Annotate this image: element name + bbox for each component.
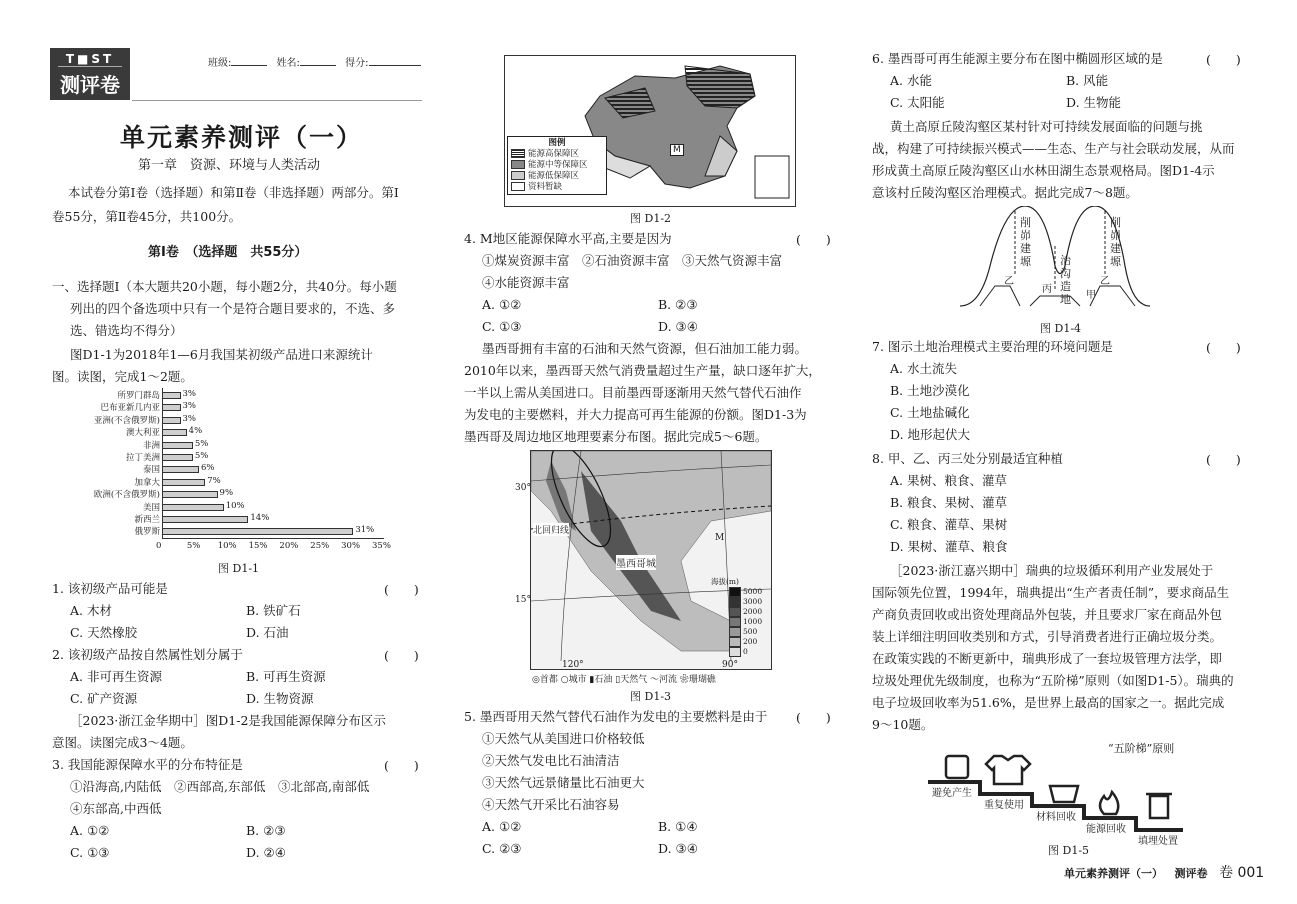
stem9-line-2: 国际领先位置，1994年，瑞典提出“生产者责任制”，要求商品生 <box>872 585 1230 600</box>
step-5: 填埋处置 <box>1138 836 1178 847</box>
q1-stem: 1. 该初级产品可能是 <box>52 581 168 596</box>
logo-top: T■ST <box>58 52 122 67</box>
q7-option-a[interactable]: A. 水土流失 <box>890 361 957 376</box>
stem5-line-1: 墨西哥拥有丰富的石油和天然气资源，但石油加工能力弱。 <box>482 341 808 356</box>
x-tick-label: 15% <box>248 541 268 551</box>
stem9-line-7: 电子垃圾回收率为51.6%，是世界上最高的国家之一。据此完成 <box>872 695 1225 710</box>
q3-choices-2: ④东部高,中西低 <box>70 801 162 816</box>
q5-option-b[interactable]: B. ①④ <box>658 819 698 834</box>
class-label: 班级: <box>208 58 232 69</box>
fig4-mark-yi-right: 乙 <box>1100 276 1110 287</box>
stem5-line-2: 2010年以来，墨西哥天然气消费量超过生产量，缺口逐年扩大， <box>464 363 821 378</box>
part1-heading: 第Ⅰ卷 （选择题 共55分） <box>148 245 308 260</box>
map1-legend-title: 图例 <box>548 138 566 148</box>
stem7-line-4: 意该村丘陵沟壑区治理模式。据此完成7～8题。 <box>872 185 1138 200</box>
header-fields <box>208 54 421 69</box>
footer-left: 单元素养测评（一） <box>1064 867 1163 880</box>
q5-option-c[interactable]: C. ②③ <box>482 841 522 856</box>
bar <box>162 491 218 498</box>
stem5-line-4: 为发电的主要燃料，并大力提高可再生能源的份额。图D1-3为 <box>464 407 807 422</box>
map2-marker: M <box>715 533 725 543</box>
q4-option-c[interactable]: C. ①③ <box>482 319 522 334</box>
q4-choices-2: ④水能资源丰富 <box>482 275 570 290</box>
bar-category-label: 巴布亚新几内亚 <box>100 403 160 414</box>
q4-option-d[interactable]: D. ③④ <box>658 319 698 334</box>
stem9-line-3: 产商负责回收或出资处理商品外包装，并且要求厂家在商品外包 <box>872 607 1223 622</box>
step-2: 重复使用 <box>984 800 1024 811</box>
q7-option-d[interactable]: D. 地形起伏大 <box>890 427 971 442</box>
map1-marker: M <box>670 144 684 156</box>
intro-line-2: 卷55分，第Ⅱ卷45分，共100分。 <box>52 209 242 224</box>
q4-paren: ( ) <box>796 232 831 247</box>
q2-paren: ( ) <box>384 648 419 663</box>
bar-value-label: 3% <box>182 389 196 399</box>
fig4-label-left: 削峁建塬 <box>1020 216 1031 268</box>
bar-chart <box>60 388 400 560</box>
stem9-line-5: 在政策实践的不断更新中，瑞典形成了一套垃圾管理方法学，即 <box>872 651 1223 666</box>
map2-tropic: 北回归线 <box>533 523 569 536</box>
q3-option-c[interactable]: C. ①③ <box>70 845 110 860</box>
bar-category-label: 俄罗斯 <box>134 527 160 538</box>
q3-option-d[interactable]: D. ②④ <box>246 845 286 860</box>
footer-mid: 测评卷 <box>1174 867 1208 880</box>
bar-value-label: 5% <box>194 438 209 449</box>
bar <box>162 466 199 473</box>
bar-value-label: 4% <box>188 426 203 437</box>
bar-category-label: 拉丁美洲 <box>125 453 160 463</box>
map2-altitude-legend <box>711 577 763 657</box>
bar-value-label: 6% <box>201 463 215 474</box>
q5-stem: 5. 墨西哥用天然气替代石油作为发电的主要燃料是由于 <box>464 709 768 724</box>
map2-caption: 图 D1-3 <box>630 690 672 703</box>
bar-value-label: 5% <box>194 451 209 461</box>
legend-mid: 能源中等保障区 <box>511 160 603 171</box>
bar <box>162 429 187 436</box>
q3-paren: ( ) <box>384 758 419 773</box>
stem1-line-1: 图D1-1为2018年1—6月我国某初级产品进口来源统计 <box>70 347 373 362</box>
stem3-line-1: ［2023·浙江金华期中］图D1-2是我国能源保障分布区示 <box>70 713 386 728</box>
q7-option-c[interactable]: C. 土地盐碱化 <box>890 405 970 420</box>
logo <box>50 48 130 100</box>
x-tick-label: 10% <box>217 541 237 551</box>
x-tick-label: 5% <box>186 541 201 551</box>
bar-category-label: 欧洲(不含俄罗斯) <box>93 490 160 501</box>
q1-paren: ( ) <box>384 582 419 597</box>
stem7-line-3: 形成黄土高原丘陵沟壑区山水林田湖生态景观格局。图D1-4示 <box>872 163 1215 178</box>
q2-option-d[interactable]: D. 生物资源 <box>246 691 314 706</box>
x-tick-label: 30% <box>341 541 361 551</box>
bar-value-label: 7% <box>207 475 221 486</box>
bar <box>162 528 353 535</box>
bar-value-label: 14% <box>250 513 270 523</box>
q3-choices-1: ①沿海高,内陆低 ②西部高,东部低 ③北部高,南部低 <box>70 779 370 794</box>
fig4-mark-bing: 丙 <box>1042 284 1052 295</box>
china-energy-map <box>504 55 796 207</box>
footer <box>1064 862 1264 882</box>
bar-value-label: 31% <box>355 525 375 536</box>
bar-category-label: 新西兰 <box>134 515 160 525</box>
page-subtitle: 第一章 资源、环境与人类活动 <box>138 158 321 173</box>
chart-caption: 图 D1-1 <box>218 562 260 575</box>
q2-option-c[interactable]: C. 矿产资源 <box>70 691 138 706</box>
stem5-line-3: 一半以上需从美国进口。目前墨西哥逐渐用天然气替代石油作 <box>464 385 802 400</box>
fig4-label-mid: 治沟造地 <box>1060 254 1071 306</box>
stem1-line-2: 图。读图，完成1～2题。 <box>52 369 193 384</box>
stem3-line-2: 意图。读图完成3～4题。 <box>52 735 193 750</box>
bar-category-label: 亚洲(不含俄罗斯) <box>93 415 160 426</box>
stem5-line-5: 墨西哥及周边地区地理要素分布图。据此完成5～6题。 <box>464 429 768 444</box>
bar <box>162 504 224 511</box>
bar-value-label: 9% <box>219 488 234 499</box>
q6-option-b[interactable]: B. 风能 <box>1066 73 1109 88</box>
mexico-map <box>515 450 772 670</box>
fig5-caption: 图 D1-5 <box>1048 844 1090 857</box>
q4-stem: 4. M地区能源保障水平高,主要是因为 <box>464 231 672 246</box>
q4-option-a[interactable]: A. ①② <box>482 297 522 312</box>
step-4: 能源回收 <box>1086 824 1126 835</box>
bar <box>162 417 181 424</box>
q1-option-d[interactable]: D. 石油 <box>246 625 289 640</box>
q2-option-b[interactable]: B. 可再生资源 <box>246 669 326 684</box>
q6-paren: ( ) <box>1206 52 1241 67</box>
q4-option-b[interactable]: B. ②③ <box>658 297 698 312</box>
stem9-line-4: 装上详细注明回收类别和方式，引导消费者进行正确垃圾分类。 <box>872 629 1223 644</box>
q3-option-a[interactable]: A. ①② <box>70 823 110 838</box>
q8-option-d[interactable]: D. 果树、灌草、粮食 <box>890 539 1008 554</box>
q8-option-b[interactable]: B. 粮食、果树、灌草 <box>890 495 1008 510</box>
q1-option-c[interactable]: C. 天然橡胶 <box>70 625 138 640</box>
q1-option-a[interactable]: A. 木材 <box>70 603 112 618</box>
q5-option-d[interactable]: D. ③④ <box>658 841 698 856</box>
stem7-line-2: 战，构建了可持续振兴模式——生态、生产与社会联动发展，从而 <box>872 141 1235 156</box>
logo-bottom: 测评卷 <box>60 73 120 97</box>
bar-category-label: 非洲 <box>142 440 160 451</box>
fig4-mark-yi-left: 乙 <box>1004 276 1014 287</box>
bar <box>162 442 193 449</box>
score-label: 得分: <box>345 58 369 69</box>
map2-lon90: 90° <box>722 660 738 670</box>
stem7-line-1: 黄土高原丘陵沟壑区某村针对可持续发展面临的问题与挑 <box>890 119 1203 134</box>
bar <box>162 516 248 523</box>
q6-option-c[interactable]: C. 太阳能 <box>890 95 945 110</box>
altitude-legend-row: 5000 <box>729 587 762 597</box>
bar <box>162 392 181 399</box>
x-tick-label: 25% <box>310 541 330 551</box>
altitude-legend-row: 1000 <box>729 617 762 627</box>
map1-legend <box>507 136 607 195</box>
map2-lon120: 120° <box>562 660 584 670</box>
q5-option-a[interactable]: A. ①② <box>482 819 522 834</box>
bar-category-label: 美国 <box>142 502 160 513</box>
name-label: 姓名: <box>276 58 300 69</box>
fig5-title: “五阶梯”原则 <box>1108 742 1175 755</box>
map2-lat30: 30° <box>515 483 531 493</box>
x-tick-label: 20% <box>279 541 299 551</box>
q6-stem: 6. 墨西哥可再生能源主要分布在图中椭圆形区域的是 <box>872 51 1163 66</box>
altitude-title: 海拔(m) <box>711 577 739 586</box>
altitude-legend-row: 2000 <box>729 607 762 617</box>
footer-right: 卷 001 <box>1219 865 1265 881</box>
bar-value-label: 10% <box>225 500 245 511</box>
q7-stem: 7. 图示土地治理模式主要治理的环境问题是 <box>872 339 1113 354</box>
q8-paren: ( ) <box>1206 452 1241 467</box>
q5-choice-4: ④天然气开采比石油容易 <box>482 797 620 812</box>
bar <box>162 479 205 486</box>
q7-option-b[interactable]: B. 土地沙漠化 <box>890 383 970 398</box>
section1-line-2: 列出的四个备选项中只有一个是符合题目要求的，不选、多 <box>70 301 396 316</box>
q8-stem: 8. 甲、乙、丙三处分别最适宜种植 <box>872 451 1063 466</box>
terrain-diagram <box>960 206 1150 316</box>
q6-option-a[interactable]: A. 水能 <box>890 73 932 88</box>
five-step-diagram <box>928 748 1188 847</box>
intro-line-1: 本试卷分第Ⅰ卷（选择题）和第Ⅱ卷（非选择题）两部分。第Ⅰ <box>68 185 399 200</box>
legend-high: 能源高保障区 <box>511 149 603 160</box>
step-3: 材料回收 <box>1036 812 1076 823</box>
q4-choices-1: ①煤炭资源丰富 ②石油资源丰富 ③天然气资源丰富 <box>482 253 783 268</box>
q5-paren: ( ) <box>796 710 831 725</box>
altitude-legend-row: 3000 <box>729 597 762 607</box>
stem9-line-8: 9～10题。 <box>872 717 934 732</box>
x-tick-label: 0 <box>156 541 162 551</box>
bar-value-label: 3% <box>182 413 196 424</box>
q2-option-a[interactable]: A. 非可再生资源 <box>70 669 162 684</box>
x-tick-label: 35% <box>372 541 391 551</box>
section1-line-1: 一、选择题Ⅰ（本大题共20小题，每小题2分，共40分。每小题 <box>52 279 397 294</box>
altitude-legend-row: 500 <box>729 627 762 637</box>
page-title: 单元素养测评（一） <box>120 123 364 152</box>
map2-city: 墨西哥城 <box>616 555 656 570</box>
q8-option-a[interactable]: A. 果树、粮食、灌草 <box>890 473 1007 488</box>
stem9-line-1: ［2023·浙江嘉兴期中］瑞典的垃圾循环利用产业发展处于 <box>890 563 1214 578</box>
step-1: 避免产生 <box>932 788 972 799</box>
q3-option-b[interactable]: B. ②③ <box>246 823 286 838</box>
altitude-legend-row: 0 <box>729 647 762 657</box>
q3-stem: 3. 我国能源保障水平的分布特征是 <box>52 757 243 772</box>
legend-low: 能源低保障区 <box>511 171 603 182</box>
map2-lat15: 15° <box>515 595 531 605</box>
bar-category-label: 泰国 <box>142 465 160 476</box>
legend-nodata: 资料暂缺 <box>511 182 603 193</box>
q6-option-d[interactable]: D. 生物能 <box>1066 95 1122 110</box>
fig4-caption: 图 D1-4 <box>1040 322 1082 335</box>
q1-option-b[interactable]: B. 铁矿石 <box>246 603 301 618</box>
map1-caption: 图 D1-2 <box>630 212 672 225</box>
bar-category-label: 澳大利亚 <box>125 428 160 439</box>
q2-stem: 2. 该初级产品按自然属性划分属于 <box>52 647 243 662</box>
q8-option-c[interactable]: C. 粮食、灌草、果树 <box>890 517 1008 532</box>
map2-legend: ◎首都 ○城市 ▮石油 ▯天然气 〜河流 ❀珊瑚礁 <box>532 675 716 685</box>
bar-category-label: 所罗门群岛 <box>117 391 160 401</box>
stem9-line-6: 垃圾处理优先级制度，也称为“五阶梯”原则（如图D1-5）。瑞典的 <box>872 673 1234 688</box>
bar-category-label: 加拿大 <box>134 477 160 488</box>
bar <box>162 404 181 411</box>
bar <box>162 454 193 461</box>
section1-line-3: 选、错选均不得分） <box>70 323 183 338</box>
altitude-legend-row: 200 <box>729 637 762 647</box>
fig4-label-right: 削峁建塬 <box>1110 216 1121 268</box>
q5-choice-2: ②天然气发电比石油清洁 <box>482 753 620 768</box>
fig4-mark-jia: 甲 <box>1086 290 1096 301</box>
q7-paren: ( ) <box>1206 340 1241 355</box>
q5-choice-1: ①天然气从美国进口价格较低 <box>482 731 645 746</box>
bar-value-label: 3% <box>182 401 196 412</box>
q5-choice-3: ③天然气远景储量比石油更大 <box>482 775 645 790</box>
